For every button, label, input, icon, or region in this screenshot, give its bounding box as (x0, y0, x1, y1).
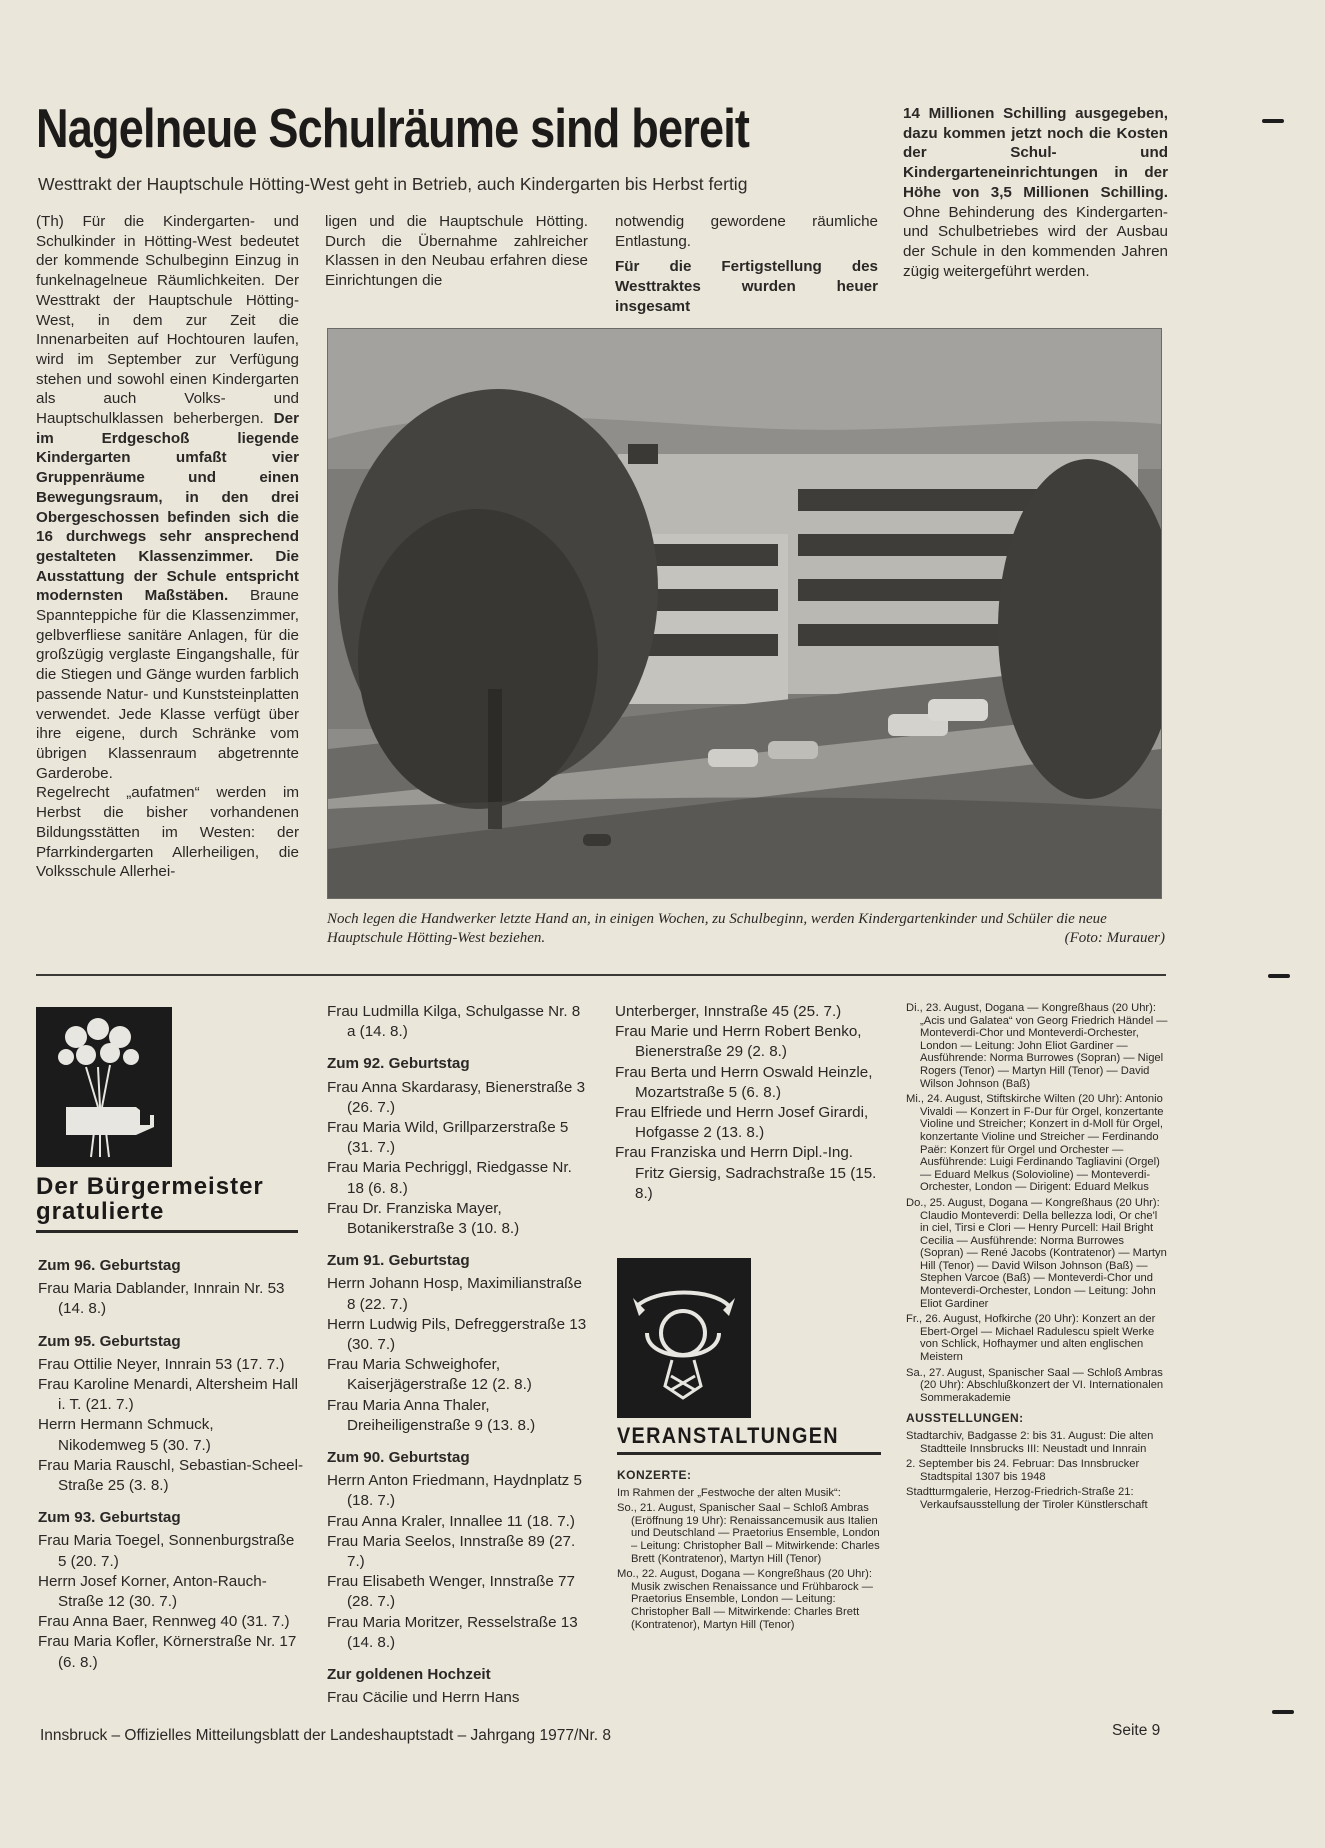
footer-publication-line: Innsbruck – Offizielles Mitteilungsblatt der Landeshauptstadt – Jahrgang 1977/Nr. 8 (40, 1727, 611, 1744)
birthdays-section-title: Der Bürgermeister gratulierte (36, 1174, 298, 1233)
article-subheadline: Westtrakt der Hauptschule Hötting-West geht in Betrieb, auch Kindergarten bis Herbst fertig (38, 174, 748, 194)
birthday-entry: Frau Marie und Herrn Robert Benko, Bienerstraße 29 (2. 8.) (615, 1023, 862, 1061)
birthday-entry: Frau Cäcilie und Herrn Hans (327, 1689, 520, 1707)
article-column-2 (325, 212, 588, 291)
birthday-entry: Frau Maria Wild, Grillparzerstraße 5 (31. 7.) (327, 1119, 569, 1157)
events-column-2 (906, 1002, 1168, 1515)
birthday-entry: Frau Franziska und Herrn Dipl.-Ing. Fritz Giersig, Sadrachstraße 15 (15. 8.) (615, 1144, 877, 1202)
event-entry: Di., 23. August, Dogana — Kongreßhaus (20 Uhr): „Acis und Galatea“ von Georg Friedrich Händel — Monteverdi-Chor und Monteverdi-Orchester, London — Leitung: John Eliot Gardiner — Ausführende: Norma Burrowes (Sopran) — Nigel Rogers (Tenor) — Martyn Hill (Tenor) — David Wilson Johnson (Baß) (906, 1002, 1168, 1090)
margin-mark (1272, 1710, 1294, 1714)
paragraph-text: (Th) Für die Kindergarten- und Schulkinder in Hötting-West bedeutet der kommende Schulbeginn Einzug in funkelnagelneue Räumlichkeiten. Der Westtrakt der Hauptschule Hötting-West, in dem zur Zeit die Innenarbeiten auf Hochtouren laufen, wird im September zur Verfügung stehen und sowohl einen Kindergarten als auch Volks- und Hauptschulklassen beherbergen. (36, 213, 299, 428)
event-entry: Sa., 27. August, Spanischer Saal — Schloß Ambras (20 Uhr): Abschlußkonzert der VI. Internationalen Sommerakademie (906, 1366, 1164, 1404)
birthday-heading: Zum 93. Geburtstag (38, 1509, 181, 1527)
article-column-1 (36, 212, 299, 882)
birthday-heading: Zum 90. Geburtstag (327, 1449, 470, 1467)
birthday-entry: Frau Anna Skardarasy, Bienerstraße 3 (26. 7.) (327, 1078, 586, 1116)
event-entry: Stadtarchiv, Badgasse 2: bis 31. August: Die alten Stadtteile Innsbrucks III: Neustadt und Innrain (906, 1430, 1154, 1455)
birthday-entry: Frau Maria Pechriggl, Riedgasse Nr. 18 (6. 8.) (327, 1159, 572, 1197)
event-entry: Stadtturmgalerie, Herzog-Friedrich-Straße 21: Verkaufsausstellung der Tiroler Künstlerschaft (906, 1486, 1148, 1511)
birthday-entry: Herrn Ludwig Pils, Defreggerstraße 13 (30. 7.) (327, 1315, 587, 1354)
article-paragraph-bold: Für die Fertigstellung des Westtraktes wurden heuer insgesamt (615, 258, 878, 315)
event-entry: Fr., 26. August, Hofkirche (20 Uhr): Konzert an der Ebert-Orgel — Michael Radulescu spielt Werke von Schlick, Hofhaymer und alten englischen Meistern (906, 1313, 1156, 1364)
birthday-entry: Frau Maria Dablander, Innrain Nr. 53 (14. 8.) (38, 1280, 285, 1318)
section-divider (36, 974, 1166, 976)
birthday-heading: Zum 91. Geburtstag (327, 1252, 470, 1270)
birthday-entry: Frau Ottilie Neyer, Innrain 53 (17. 7.) (38, 1355, 285, 1373)
article-paragraph: Regelrecht „aufatmen“ werden im Herbst die bisher vorhandenen Bildungsstätten im Westen: der Pfarrkindergarten Allerheiligen, die Volksschule Allerhei- (36, 784, 299, 881)
birthday-list-column-3 (615, 1002, 877, 1204)
birthday-entry: Frau Maria Kofler, Körnerstraße Nr. 17 (6. 8.) (38, 1633, 297, 1671)
birthday-entry: Frau Ludmilla Kilga, Schulgasse Nr. 8 a (14. 8.) (327, 1003, 581, 1041)
birthday-entry: Frau Berta und Herrn Oswald Heinzle, Mozartstraße 5 (6. 8.) (615, 1063, 873, 1101)
school-building-photo (327, 328, 1162, 899)
article-headline: Nagelneue Schulräume sind bereit (36, 97, 750, 159)
birthday-entry: Herrn Hermann Schmuck, Nikodemweg 5 (30. 7.) (38, 1416, 214, 1454)
birthday-entry: Frau Anna Kraler, Innallee 11 (18. 7.) (327, 1512, 575, 1530)
birthday-entry: Frau Elfriede und Herrn Josef Girardi, Hofgasse 2 (13. 8.) (615, 1104, 869, 1142)
article-paragraph: ligen und die Hauptschule Hötting. Durch die Übernahme zahlreicher Klassen in den Neubau erfahren diese Einrichtungen die (325, 213, 588, 290)
events-title-rule (617, 1452, 881, 1455)
bouquet-hand-icon (36, 1007, 172, 1167)
birthday-heading: Zum 96. Geburtstag (38, 1257, 181, 1274)
paragraph-bold-text: Der im Erdgeschoß liegende Kindergarten umfaßt vier Gruppenräume und einen Bewegungsraum, in den drei Obergeschossen befinden sich die 16 durchwegs sehr ansprechend gestalteten Klassenzimmer. Die Ausstattung der Schule entspricht modernsten Maßstäben. (36, 410, 299, 605)
article-paragraph (36, 212, 299, 783)
birthday-entry: Herrn Johann Hosp, Maximilianstraße 8 (22. 7.) (327, 1275, 582, 1313)
page-number: Seite 9 (1112, 1722, 1161, 1739)
birthday-entry: Frau Maria Moritzer, Resselstraße 13 (14. 8.) (327, 1613, 578, 1651)
exhibition-list (906, 1430, 1168, 1512)
birthday-entry: Herrn Anton Friedmann, Haydnplatz 5 (18. 7.) (327, 1472, 582, 1510)
paragraph-text: Braune Spannteppiche für die Klassenzimmer, gelbverfliese sanitäre Anlagen, für die großzügig verglaste Eingangshalle, für die Stiegen und Gänge wurden farblich passende Natur- und Kunststeinplatten verwendet. Jede Klasse verfügt über ihre eigene, durch Schränke vom übrigen Klassenraum abgetrennte Garderobe. (36, 587, 299, 782)
margin-mark (1262, 119, 1284, 123)
birthday-entry: Frau Maria Schweighofer, Kaiserjägerstraße 12 (2. 8.) (327, 1356, 532, 1394)
birthday-heading: Zum 95. Geburtstag (38, 1332, 181, 1350)
birthday-entry: Unterberger, Innstraße 45 (25. 7.) (615, 1003, 842, 1020)
events-section-title: VERANSTALTUNGEN (617, 1423, 839, 1448)
exhibitions-label: AUSSTELLUNGEN: (906, 1411, 1024, 1426)
birthday-list-column-2 (327, 1002, 589, 1709)
events-column-1 (617, 1469, 883, 1634)
concert-list (906, 1002, 1168, 1404)
event-entry: Mo., 22. August, Dogana — Kongreßhaus (20 Uhr): Musik zwischen Renaissance und Frühbarock — Praetorius Ensemble, London — Leitung: Christopher Ball — Mitwirkende: Charles Brett (Kontratenor), Martyn Hill (Tenor) (617, 1568, 873, 1631)
birthday-heading: Zur goldenen Hochzeit (327, 1666, 491, 1684)
post-horn-logo (617, 1258, 751, 1418)
birthday-entry: Frau Elisabeth Wenger, Innstraße 77 (28. 7.) (327, 1573, 575, 1611)
event-entry: Do., 25. August, Dogana — Kongreßhaus (20 Uhr): Claudio Monteverdi: Della bellezza lodi, Or che'l in ciel, Tirsi e Clori — Henry Purcell: Hail Bright Cecilia — Ausführende: Norma Burrowes (Sopran) — René Jacobs (Kontratenor) — Martyn Hill (Tenor) — David Wilson Johnson (Baß) — Stephen Varcoe (Baß) — Monteverdi-Chor und Monteverdi-Orchester, London — Leitung: John Eliot Gardiner (906, 1196, 1167, 1310)
photo-illustration (328, 329, 1161, 898)
intro-normal-text: Ohne Behinderung des Kindergarten- und Schulbetriebes wird der Ausbau der Schule in den kommenden Jahren zügig weitergeführt werden. (903, 203, 1168, 280)
caption-text: Noch legen die Handwerker letzte Hand an, in einigen Wochen, zu Schulbeginn, werden Kindergartenkinder und Schüler die neue Hauptschule Hötting-West beziehen. (327, 911, 1107, 946)
concert-list (617, 1502, 883, 1631)
birthday-entry: Frau Maria Anna Thaler, Dreiheiligenstraße 9 (13. 8.) (327, 1396, 536, 1434)
article-paragraph: notwendig gewordene räumliche Entlastung. (615, 213, 878, 250)
birthday-list-column-1 (38, 1244, 304, 1673)
birthday-entry: Herrn Josef Korner, Anton-Rauch-Straße 12 (30. 7.) (38, 1572, 267, 1611)
birthday-entry: Frau Maria Rauschl, Sebastian-Scheel-Straße 25 (3. 8.) (38, 1456, 304, 1495)
event-entry: 2. September bis 24. Februar: Das Innsbrucker Stadtspital 1307 bis 1948 (906, 1458, 1140, 1483)
photo-credit: (Foto: Murauer) (1064, 930, 1165, 946)
margin-mark (1268, 974, 1290, 978)
event-entry: So., 21. August, Spanischer Saal – Schloß Ambras (Eröffnung 19 Uhr): Renaissancemusik aus Italien und Deutschland — Praetorius Ensemble, London – Leitung: Christopher Ball – Mitwirkende: Charles Brett (Kontratenor), Martyn Hill (Tenor) (617, 1502, 880, 1565)
article-intro-right (903, 104, 1168, 281)
photo-caption (327, 910, 1165, 948)
birthday-entry: Frau Maria Toegel, Sonnenburgstraße 5 (20. 7.) (38, 1532, 295, 1570)
birthday-entry: Frau Karoline Menardi, Altersheim Hall i. T. (21. 7.) (38, 1376, 298, 1414)
concerts-intro: Im Rahmen der „Festwoche der alten Musik“: (617, 1486, 841, 1499)
intro-bold-text: 14 Millionen Schilling ausgegeben, dazu kommen jetzt noch die Kosten der Schul- und Kindergarteneinrichtungen in der Höhe von 3,5 Millionen Schilling. (903, 105, 1168, 201)
birthday-entry: Frau Dr. Franziska Mayer, Botanikerstraße 3 (10. 8.) (327, 1199, 520, 1238)
birthday-heading: Zum 92. Geburtstag (327, 1055, 470, 1073)
birthday-entry: Frau Anna Baer, Rennweg 40 (31. 7.) (38, 1613, 290, 1631)
concerts-label: KONZERTE: (617, 1468, 692, 1482)
article-column-3 (615, 212, 878, 317)
event-entry: Mi., 24. August, Stiftskirche Wilten (20 Uhr): Antonio Vivaldi — Konzert in F-Dur für Orgel, konzertante Violine und Streicher; Konzert in d-Moll für Orgel, konzertante Violine und Streicher — Ferdinando Paër: Konzert für Orgel und Orchester — Ausführende: Luigi Ferdinando Tagliavini (Orgel) — Eduard Melkus (Solovioline) — Monteverdi-Orchester, London — Dirigent: Eduard Melkus (906, 1093, 1164, 1194)
birthday-entry: Frau Maria Seelos, Innstraße 89 (27. 7.) (327, 1532, 576, 1571)
